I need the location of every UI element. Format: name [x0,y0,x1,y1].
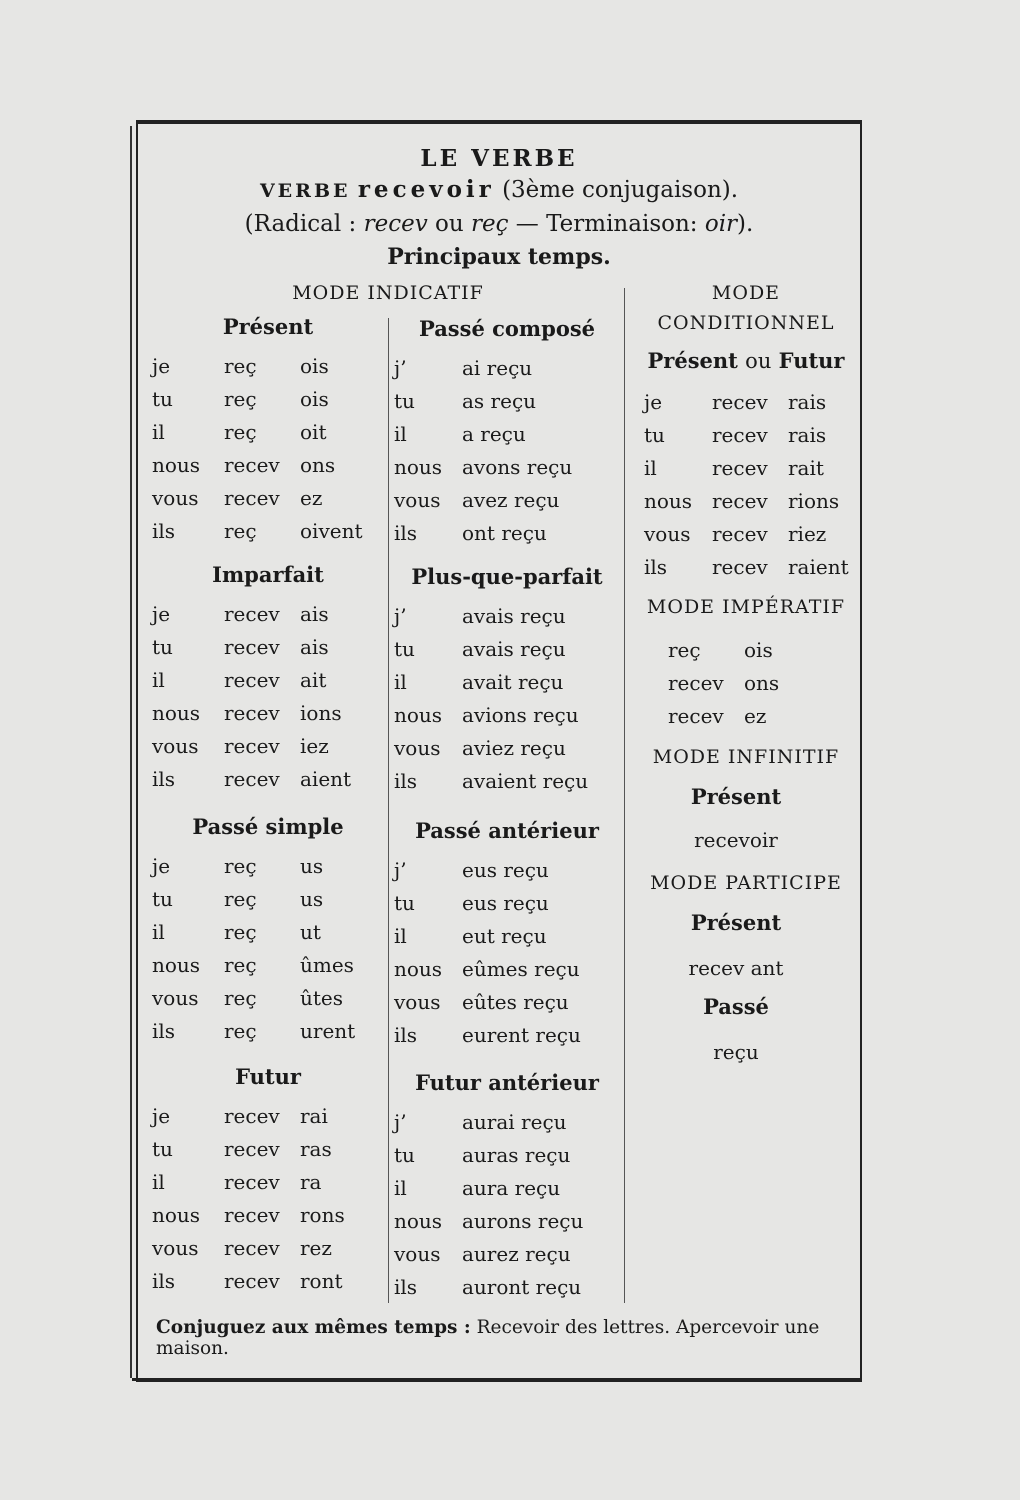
tense-title-compound: Passé composé [418,316,596,341]
verb-form: avait reçu [462,670,564,694]
page-title: LE VERBE [420,145,578,172]
conjugation-row [152,383,382,416]
pronoun: tu [394,389,415,413]
stem: reç [668,638,701,662]
mode-conditionnel-label-2: CONDITIONNEL [657,312,835,334]
pronoun: il [394,1176,407,1200]
conjugation-row [394,854,622,887]
conjugation-row [152,1199,382,1232]
stem: reç [224,887,257,911]
tense-title-compound: Passé antérieur [415,818,599,843]
verb-form: aura reçu [462,1176,561,1200]
conjugation-row [394,484,622,517]
pronoun: j’ [394,1110,407,1134]
pronoun: nous [644,489,693,513]
verb-prefix: VERBE [259,180,351,202]
divider-middle-right [624,288,625,1303]
tense-title-simple: Passé simple [192,814,344,839]
conjugation-row [394,418,622,451]
conjugation-row [668,667,848,700]
verb-line [138,174,860,207]
stem: recev [712,522,768,546]
conditionnel-title [626,348,866,373]
stem: recev [224,1236,280,1260]
tense-title-simple: Présent [222,314,314,339]
conjugation-row [668,634,848,667]
stem: recev [224,767,280,791]
verb-form: a reçu [462,422,526,446]
participe-past-value: reçu [713,1040,759,1064]
stem: recev [712,555,768,579]
pronoun: ils [152,1019,176,1043]
conjugation-row [152,1166,382,1199]
stem: recev [224,486,280,510]
pronoun: vous [152,1236,199,1260]
stem: recev [224,1170,280,1194]
verb-form: aviez reçu [462,736,566,760]
ending: ois [300,354,329,378]
conjugation-row [152,515,382,548]
stem: recev [712,456,768,480]
ending: rais [788,423,827,447]
conjugation-row [152,730,382,763]
pronoun: nous [394,957,443,981]
conjugation-row [394,765,622,798]
ending: oit [300,420,327,444]
pronoun: vous [644,522,691,546]
stem: reç [224,354,257,378]
ending: ois [744,638,773,662]
participe-present-value: recev ant [688,956,784,980]
pronoun: il [394,924,407,948]
pronoun: il [394,670,407,694]
conjugation-row [152,916,382,949]
frame-bottom-rule [132,1378,862,1381]
verb-form: eûmes reçu [462,957,580,981]
ending: ra [300,1170,322,1194]
ending: ais [300,602,329,626]
conjugation-row [152,883,382,916]
ending: riez [788,522,827,546]
conditionnel-title-present: Présent [647,348,738,373]
conditionnel-title-futur: Futur [778,348,845,373]
verb-form: eus reçu [462,858,549,882]
pronoun: vous [394,1242,441,1266]
tense-title-simple: Imparfait [212,562,324,587]
ending: ez [300,486,323,510]
pronoun: vous [152,486,199,510]
ending: ons [744,671,780,695]
conjugation-row [394,1106,622,1139]
verb-form: auras reçu [462,1143,571,1167]
conjugation-row [152,598,382,631]
stem: reç [224,387,257,411]
conjugation-row [152,631,382,664]
stem: recev [224,1104,280,1128]
verb-form: ai reçu [462,356,533,380]
pronoun: nous [394,1209,443,1233]
pronoun: il [152,920,165,944]
pronoun: tu [152,635,173,659]
verb-form: avions reçu [462,703,579,727]
conjugation-row [152,949,382,982]
conjugation-row [394,887,622,920]
verb-form: eûtes reçu [462,990,569,1014]
stem: reç [224,920,257,944]
pronoun: il [394,422,407,446]
mode-conditionnel-label-1: MODE [711,282,781,304]
stem: reç [224,854,257,878]
ending: rons [300,1203,345,1227]
conjugation-row [394,451,622,484]
conjugation-row [152,1100,382,1133]
conjugation-row [644,551,864,584]
ending: urent [300,1019,356,1043]
conjugation-row [644,485,864,518]
conjugation-row [644,452,864,485]
pronoun: il [152,420,165,444]
verb-form: ont reçu [462,521,547,545]
radical-1: recev [363,211,428,237]
conjugation-row [644,386,864,419]
infinitif-present-value: recevoir [694,828,778,852]
conjugation-row [152,416,382,449]
verb-form: eus reçu [462,891,549,915]
stem: recev [224,1137,280,1161]
pronoun: ils [644,555,668,579]
stem: recev [712,489,768,513]
ending: ions [300,701,342,725]
pronoun: ils [152,519,176,543]
stem: reç [224,986,257,1010]
conjugation-row [394,1238,622,1271]
participe-present-title: Présent [690,910,782,935]
conjugation-row [394,1019,622,1052]
pronoun: tu [152,887,173,911]
ending: rez [300,1236,332,1260]
verb-form: eurent reçu [462,1023,581,1047]
conjugation-row [152,697,382,730]
conjugation-row [394,1139,622,1172]
conjugation-row [394,517,622,550]
conjugation-row [394,666,622,699]
conjugation-row [152,1015,382,1048]
mode-participe-label: MODE PARTICIPE [650,872,842,894]
verb-infinitive: recevoir [357,176,495,203]
verb-form: avons reçu [462,455,573,479]
conjugation-row [394,699,622,732]
verb-form: aurons reçu [462,1209,584,1233]
termination: oir [704,211,738,237]
conjugation-table [136,120,862,1382]
pronoun: je [644,390,663,414]
conjugation-row [152,482,382,515]
tense-title-compound: Futur antérieur [415,1070,599,1095]
page-header [138,144,860,273]
stem: recev [224,1269,280,1293]
conjugation-row [394,600,622,633]
mode-imperatif-label: MODE IMPÉRATIF [646,596,846,618]
pronoun: je [152,1104,171,1128]
pronoun: il [644,456,657,480]
ending: ûmes [300,953,354,977]
conjugation-row [152,1265,382,1298]
pronoun: vous [152,986,199,1010]
stem: recev [224,701,280,725]
ending: rions [788,489,840,513]
conjugation-row [644,518,864,551]
pronoun: j’ [394,356,407,380]
pronoun: nous [152,701,201,725]
verb-group: (3ème conjugaison). [502,177,739,203]
stem: recev [224,1203,280,1227]
radical-open: (Radical : [244,211,357,237]
radical-or: ou [435,211,464,237]
stem: recev [224,668,280,692]
verb-form: avais reçu [462,604,566,628]
infinitif-present-title: Présent [690,784,782,809]
ending: ut [300,920,321,944]
stem: reç [224,519,257,543]
verb-form: as reçu [462,389,537,413]
conjugation-row [152,982,382,1015]
ending: iez [300,734,329,758]
radical-line [138,207,860,241]
ending: rait [788,456,824,480]
exercise-lead: Conjuguez aux mêmes temps : [156,1317,471,1338]
principaux-temps: Principaux temps. [387,244,611,270]
conjugation-row [152,664,382,697]
pronoun: tu [644,423,665,447]
conjugation-row [394,732,622,765]
pronoun: ils [152,1269,176,1293]
stem: reç [224,1019,257,1043]
pronoun: tu [394,1143,415,1167]
verb-form: avaient reçu [462,769,589,793]
conjugation-row [394,953,622,986]
ending: ez [744,704,767,728]
pronoun: vous [152,734,199,758]
termination-label: — Terminaison: [515,211,698,237]
ending: rai [300,1104,328,1128]
pronoun: tu [152,1137,173,1161]
conjugation-row [394,986,622,1019]
stem: recev [224,602,280,626]
verb-form: avez reçu [462,488,560,512]
pronoun: il [152,668,165,692]
mode-infinitif-label: MODE INFINITIF [652,746,840,768]
pronoun: ils [394,1023,418,1047]
stem: recev [668,704,724,728]
stem: recev [712,423,768,447]
conjugation-row [394,633,622,666]
tense-title-simple: Futur [235,1064,301,1089]
pronoun: ils [394,521,418,545]
verb-form: auront reçu [462,1275,582,1299]
stem: recev [224,635,280,659]
verb-form: eut reçu [462,924,547,948]
conjugation-row [394,385,622,418]
pronoun: je [152,354,171,378]
pronoun: ils [394,769,418,793]
divider-left-middle [388,318,389,1303]
ending: us [300,854,324,878]
ending: oivent [300,519,363,543]
verb-form: aurez reçu [462,1242,571,1266]
pronoun: tu [394,891,415,915]
pronoun: nous [152,453,201,477]
pronoun: tu [394,637,415,661]
pronoun: j’ [394,858,407,882]
stem: recev [224,453,280,477]
pronoun: vous [394,488,441,512]
stem: reç [224,953,257,977]
ending: ons [300,453,336,477]
stem: reç [224,420,257,444]
pronoun: je [152,602,171,626]
conjugation-row [394,920,622,953]
pronoun: nous [394,455,443,479]
verb-form: aurai reçu [462,1110,567,1134]
pronoun: ils [394,1275,418,1299]
conditionnel-title-or: ou [745,349,772,373]
conjugation-row [394,1205,622,1238]
conjugation-row [394,1271,622,1304]
stem: recev [224,734,280,758]
pronoun: il [152,1170,165,1194]
exercise-instruction [156,1317,846,1359]
pronoun: nous [152,953,201,977]
ending: rais [788,390,827,414]
conjugation-row [668,700,848,733]
pronoun: nous [394,703,443,727]
ending: raient [788,555,849,579]
ending: us [300,887,324,911]
pronoun: vous [394,736,441,760]
pronoun: nous [152,1203,201,1227]
conjugation-row [152,1133,382,1166]
radical-close: ). [737,211,754,237]
conjugation-row [152,1232,382,1265]
verb-form: avais reçu [462,637,566,661]
ending: ois [300,387,329,411]
participe-past-title: Passé [703,994,769,1019]
conjugation-row [152,350,382,383]
tense-title-compound: Plus-que-parfait [411,564,603,589]
conjugation-row [394,352,622,385]
conjugation-row [394,1172,622,1205]
ending: ront [300,1269,343,1293]
pronoun: je [152,854,171,878]
ending: ras [300,1137,332,1161]
conjugation-row [644,419,864,452]
conjugation-row [152,449,382,482]
mode-indicatif-label: MODE INDICATIF [292,282,484,304]
pronoun: ils [152,767,176,791]
conjugation-row [152,850,382,883]
ending: ait [300,668,327,692]
frame-left-rule [130,126,132,1378]
stem: recev [668,671,724,695]
pronoun: j’ [394,604,407,628]
ending: ais [300,635,329,659]
pronoun: vous [394,990,441,1014]
conjugation-row [152,763,382,796]
pronoun: tu [152,387,173,411]
ending: aient [300,767,352,791]
stem: recev [712,390,768,414]
radical-2: reç [470,211,509,237]
ending: ûtes [300,986,344,1010]
exercise-text: Recevoir des lettres. Apercevoir une maison. [156,1317,820,1359]
